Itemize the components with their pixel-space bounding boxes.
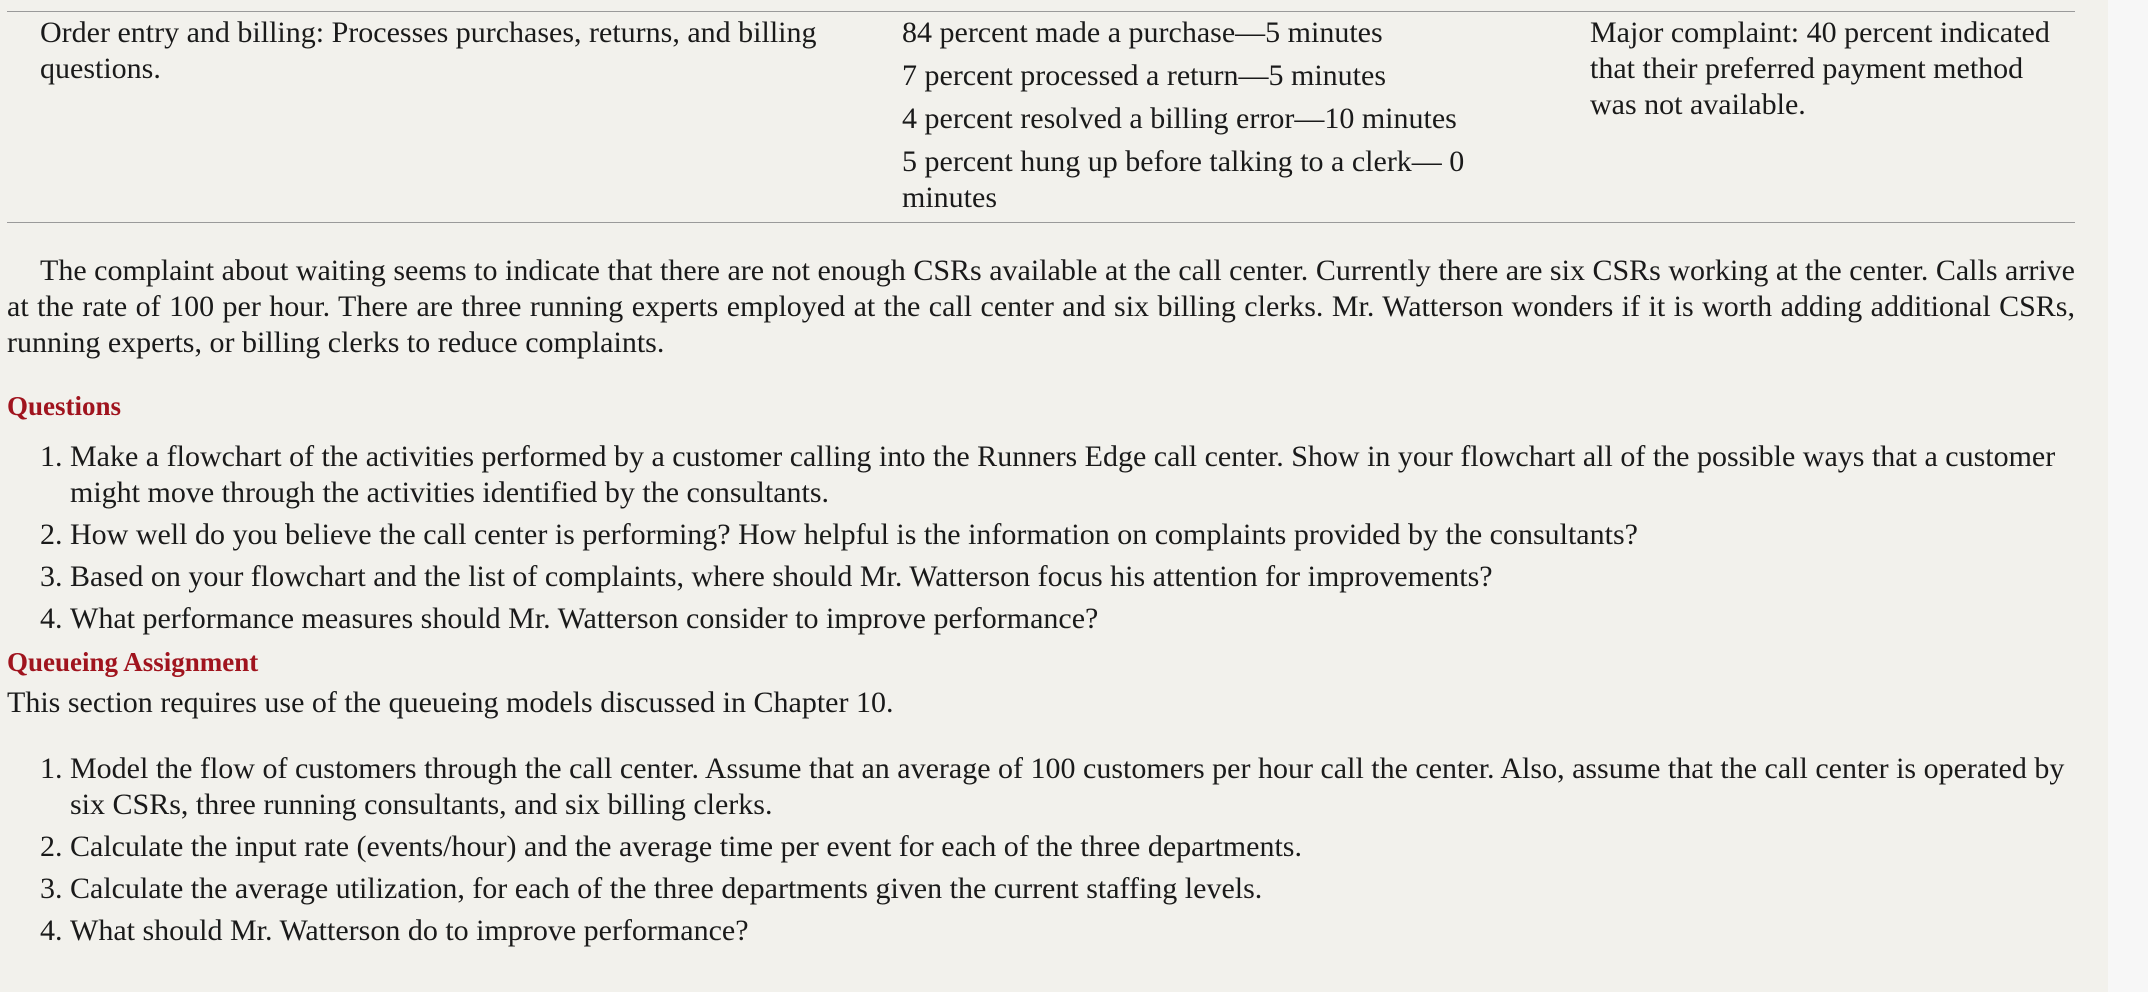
list-item: 2. How well do you believe the call center is performing? How helpful is the information on complaints provided by the consultants?	[70, 517, 2075, 553]
list-item: 4. What should Mr. Watterson do to improve performance?	[70, 913, 2075, 949]
list-item: 3. Calculate the average utilization, for each of the three departments given the current staffing levels.	[70, 871, 2075, 907]
queueing-intro: This section requires use of the queueing models discussed in Chapter 10.	[7, 686, 894, 719]
call-type-line: 84 percent made a purchase—5 minutes	[902, 16, 1383, 49]
questions-list	[7, 439, 2075, 637]
list-item: 3. Based on your flowchart and the list of complaints, where should Mr. Watterson focus his attention for improvements?	[70, 559, 2075, 595]
questions-heading: Questions	[7, 391, 122, 421]
queueing-list	[7, 751, 2075, 949]
document-content	[7, 0, 2075, 955]
list-item: 1. Model the flow of customers through the call center. Assume that an average of 100 customers per hour call the center. Also, assume that the call center is operated by six CSRs, three running consultants, and six billing clerks.	[70, 751, 2075, 823]
table-cell-department: Order entry and billing: Processes purchases, returns, and billing questions.	[40, 16, 817, 85]
intro-paragraph: The complaint about waiting seems to indicate that there are not enough CSRs available at the call center. Currently there are six CSRs working at the center. Calls arrive at the rate of 100 per hour. There are three running experts employed at the call center and six billing clerks. Mr. Watterson wonders if it is worth adding additional CSRs, running experts, or billing clerks to reduce complaints.	[7, 254, 2075, 359]
list-item: 4. What performance measures should Mr. Watterson consider to improve performance?	[70, 601, 2075, 637]
queueing-heading: Queueing Assignment	[7, 647, 259, 677]
table-cell-complaint: Major complaint: 40 percent indicated that their preferred payment method was not available.	[1590, 16, 2050, 121]
table-cell-calls	[902, 15, 1522, 216]
department-table	[7, 11, 2075, 223]
list-item: 2. Calculate the input rate (events/hour) and the average time per event for each of the three departments.	[70, 829, 2075, 865]
scroll-gutter	[2108, 0, 2148, 992]
call-type-line: 4 percent resolved a billing error—10 minutes	[902, 102, 1457, 135]
list-item: 1. Make a flowchart of the activities performed by a customer calling into the Runners Edge call center. Show in your flowchart all of the possible ways that a customer might move through the activities identified by the consultants.	[70, 439, 2075, 511]
call-type-line: 7 percent processed a return—5 minutes	[902, 59, 1386, 92]
call-type-line: 5 percent hung up before talking to a clerk— 0 minutes	[902, 145, 1465, 214]
